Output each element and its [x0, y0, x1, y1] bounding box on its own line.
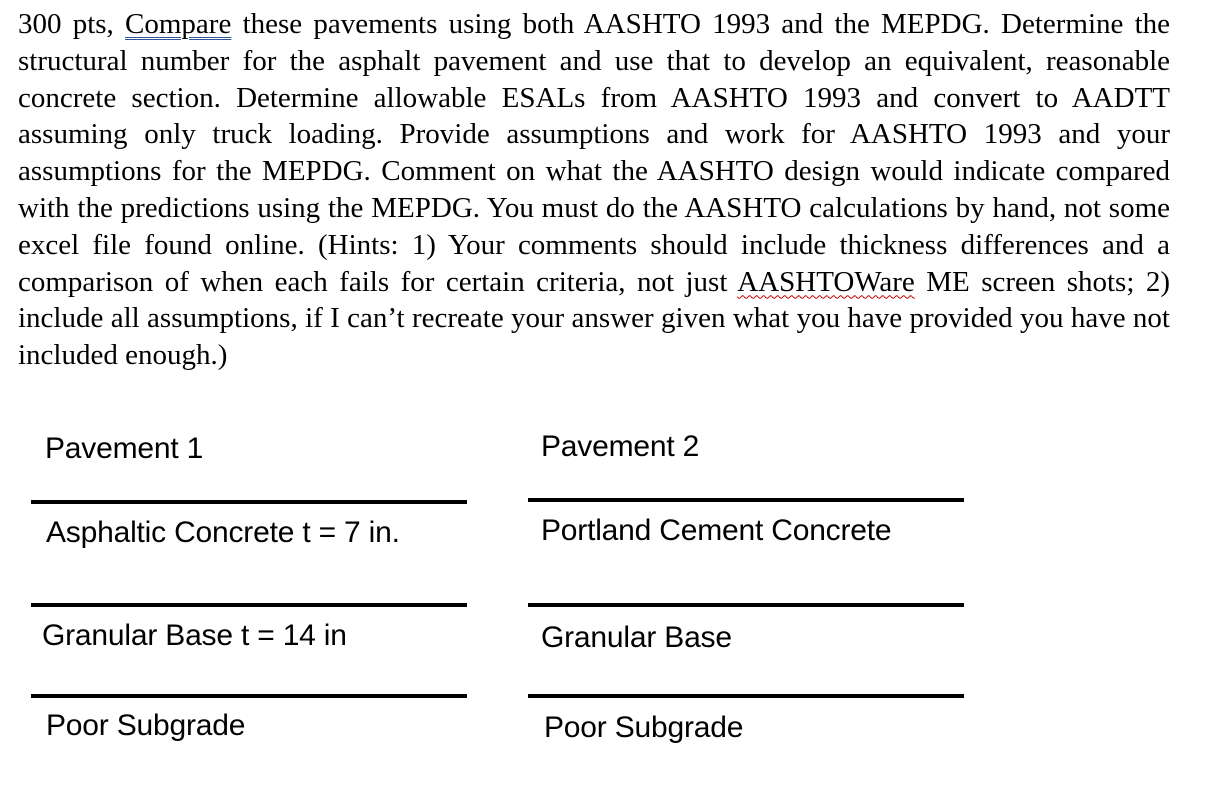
- pavement-1-surface-layer: Asphaltic Concrete t = 7 in.: [46, 516, 400, 549]
- pavement-1-base-layer: Granular Base t = 14 in: [42, 619, 347, 652]
- problem-body-part-2: ME screen shots; 2) include all assumptions, if I can’t recreate your answer given what you have provided you have not included enough.): [18, 265, 1171, 372]
- pavement-1-title: Pavement 1: [45, 432, 204, 465]
- pavement-2-base-subgrade-line: [528, 694, 964, 698]
- pavement-2-subgrade-layer: Poor Subgrade: [544, 711, 744, 744]
- aashtoware-word: AASHTOWare: [737, 265, 915, 298]
- pavement-2-surface-layer: Portland Cement Concrete: [541, 514, 892, 547]
- pavement-2-title: Pavement 2: [541, 430, 700, 463]
- pavement-1-subgrade-layer: Poor Subgrade: [46, 709, 246, 742]
- pavement-1-surface-base-line: [31, 603, 467, 607]
- pavement-1-base-subgrade-line: [31, 694, 467, 698]
- pavement-2-top-line: [528, 498, 964, 502]
- pavement-2-surface-base-line: [528, 603, 964, 607]
- pavement-2-base-layer: Granular Base: [541, 621, 732, 654]
- problem-statement: [18, 6, 1170, 374]
- compare-word: Compare: [125, 8, 232, 40]
- pavement-1-top-line: [31, 500, 467, 504]
- points-label: 300 pts,: [18, 8, 114, 40]
- problem-body-part-1: these pavements using both AASHTO 1993 and the MEPDG. Determine the structural number for the asphalt pavement and use that to develop an equivalent, reasonable concrete section. Determine allowable ESALs from AASHTO 1993 and convert to AADTT assuming only truck loading. Provide assumptions and work for AASHTO 1993 and your assumptions for the MEPDG. Comment on what the AASHTO design would indicate compared with the predictions using the MEPDG. You must do the AASHTO calculations by hand, not some excel file found online. (Hints: 1) Your comments should include thickness differences and a comparison of when each fails for certain criteria, not just: [18, 8, 1171, 298]
